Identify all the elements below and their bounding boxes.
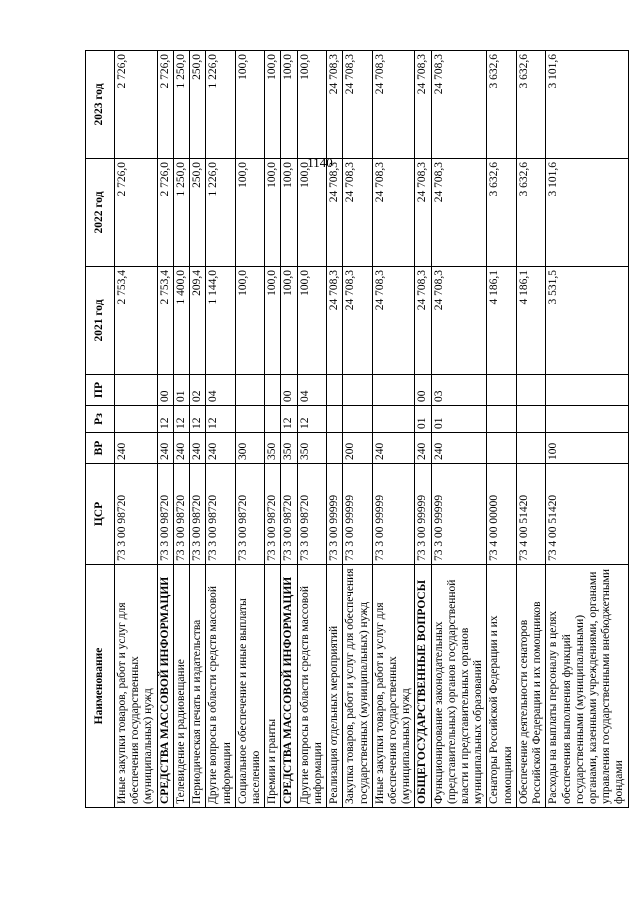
- cell-pr: [372, 375, 415, 406]
- table-row: [487, 51, 516, 808]
- header-pr: ПР: [86, 375, 115, 406]
- cell-name: Другие вопросы в области средств массовой информации: [206, 565, 235, 808]
- cell-rz: 01: [415, 406, 431, 433]
- cell-pr: 04: [206, 375, 235, 406]
- cell-rz: [235, 406, 264, 433]
- cell-2022: 2 726,0: [115, 159, 158, 267]
- cell-csr: 73 3 00 99999: [327, 464, 343, 565]
- cell-csr: 73 3 00 99999: [372, 464, 415, 565]
- cell-vr: 240: [190, 433, 206, 464]
- cell-csr: 73 4 00 00000: [487, 464, 516, 565]
- cell-2021: 24 708,3: [372, 267, 415, 375]
- cell-vr: 240: [372, 433, 415, 464]
- cell-csr: 73 4 00 51420: [546, 464, 628, 565]
- cell-2022: 24 708,3: [343, 159, 372, 267]
- cell-2021: 24 708,3: [327, 267, 343, 375]
- cell-vr: 240: [415, 433, 431, 464]
- cell-vr: [516, 433, 545, 464]
- cell-vr: 240: [206, 433, 235, 464]
- table-row: [190, 51, 206, 808]
- header-2023: 2023 год: [86, 51, 115, 159]
- cell-vr: 300: [235, 433, 264, 464]
- table-row: [431, 51, 487, 808]
- table-row: [516, 51, 545, 808]
- page-number: 1140: [307, 155, 333, 170]
- cell-2023: 100,0: [297, 51, 326, 159]
- header-csr: ЦСР: [86, 464, 115, 565]
- cell-vr: 100: [546, 433, 628, 464]
- cell-rz: 01: [431, 406, 487, 433]
- cell-rz: 12: [173, 406, 189, 433]
- cell-rz: 12: [157, 406, 173, 433]
- table-row: [173, 51, 189, 808]
- cell-vr: [487, 433, 516, 464]
- cell-2022: 2 726,0: [157, 159, 173, 267]
- cell-pr: [115, 375, 158, 406]
- table-row: [206, 51, 235, 808]
- cell-rz: [327, 406, 343, 433]
- cell-rz: [546, 406, 628, 433]
- header-2021: 2021 год: [86, 267, 115, 375]
- cell-2022: 250,0: [190, 159, 206, 267]
- cell-2021: 24 708,3: [343, 267, 372, 375]
- cell-rz: [516, 406, 545, 433]
- cell-pr: 04: [297, 375, 326, 406]
- cell-rz: [487, 406, 516, 433]
- cell-csr: 73 3 00 98720: [265, 464, 281, 565]
- cell-csr: 73 3 00 99999: [431, 464, 487, 565]
- cell-2022: 24 708,3: [431, 159, 487, 267]
- cell-csr: 73 3 00 98720: [281, 464, 297, 565]
- cell-vr: 350: [265, 433, 281, 464]
- table-row: [235, 51, 264, 808]
- cell-2023: 250,0: [190, 51, 206, 159]
- cell-2022: 100,0: [235, 159, 264, 267]
- table-rotation-frame: [85, 54, 626, 808]
- cell-vr: 350: [297, 433, 326, 464]
- cell-pr: 00: [157, 375, 173, 406]
- cell-vr: 240: [431, 433, 487, 464]
- cell-pr: [516, 375, 545, 406]
- cell-2023: 3 101,6: [546, 51, 628, 159]
- cell-name: Телевидение и радиовещание: [173, 565, 189, 808]
- cell-pr: [343, 375, 372, 406]
- table-row: [157, 51, 173, 808]
- cell-vr: 240: [157, 433, 173, 464]
- budget-table: [85, 50, 629, 808]
- cell-2022: 100,0: [265, 159, 281, 267]
- cell-2023: 3 632,6: [487, 51, 516, 159]
- cell-2021: 100,0: [235, 267, 264, 375]
- cell-pr: 01: [173, 375, 189, 406]
- cell-2023: 24 708,3: [372, 51, 415, 159]
- cell-pr: 00: [281, 375, 297, 406]
- cell-csr: 73 3 00 98720: [157, 464, 173, 565]
- cell-2023: 1 250,0: [173, 51, 189, 159]
- cell-2023: 1 226,0: [206, 51, 235, 159]
- table-row: [327, 51, 343, 808]
- header-2022: 2022 год: [86, 159, 115, 267]
- cell-2022: 3 632,6: [516, 159, 545, 267]
- cell-csr: 73 3 00 98720: [206, 464, 235, 565]
- cell-csr: 73 3 00 98720: [190, 464, 206, 565]
- cell-rz: [372, 406, 415, 433]
- cell-2022: 100,0: [297, 159, 326, 267]
- cell-2022: 1 250,0: [173, 159, 189, 267]
- cell-csr: 73 3 00 98720: [115, 464, 158, 565]
- cell-vr: 240: [173, 433, 189, 464]
- cell-2022: 1 226,0: [206, 159, 235, 267]
- cell-vr: [327, 433, 343, 464]
- cell-name: Закупка товаров, работ и услуг для обеспечения государственных (муниципальных) нужд: [343, 565, 372, 808]
- cell-2023: 2 726,0: [115, 51, 158, 159]
- cell-name: Премии и гранты: [265, 565, 281, 808]
- table-row: [372, 51, 415, 808]
- cell-name: СРЕДСТВА МАССОВОЙ ИНФОРМАЦИИ: [281, 565, 297, 808]
- header-vr: ВР: [86, 433, 115, 464]
- cell-2021: 2 753,4: [115, 267, 158, 375]
- table-row: [281, 51, 297, 808]
- cell-2023: 100,0: [281, 51, 297, 159]
- cell-csr: 73 3 00 98720: [297, 464, 326, 565]
- table-row: [115, 51, 158, 808]
- cell-name: Расходы на выплаты персоналу в целях обеспечения выполнения функций государственными (муниципальными) органами, казенными учреждениями, органами управления государственными внебюджетными фондами: [546, 565, 628, 808]
- cell-name: ОБЩЕГОСУДАРСТВЕННЫЕ ВОПРОСЫ: [415, 565, 431, 808]
- cell-2022: 24 708,3: [415, 159, 431, 267]
- table-header-row: [86, 51, 115, 808]
- cell-name: Функционирование законодательных (представительных) органов государственной власти и представительных органов муниципальных образований: [431, 565, 487, 808]
- cell-rz: 12: [297, 406, 326, 433]
- cell-name: Иные закупки товаров, работ и услуг для обеспечения государственных (муниципальных) нужд: [115, 565, 158, 808]
- cell-2021: 4 186,1: [487, 267, 516, 375]
- cell-2023: 100,0: [265, 51, 281, 159]
- cell-pr: [235, 375, 264, 406]
- cell-2023: 2 726,0: [157, 51, 173, 159]
- header-rz: Рз: [86, 406, 115, 433]
- cell-csr: 73 3 00 98720: [173, 464, 189, 565]
- cell-csr: 73 3 00 99999: [343, 464, 372, 565]
- cell-2021: 2 753,4: [157, 267, 173, 375]
- table-row: [415, 51, 431, 808]
- cell-2022: 3 101,6: [546, 159, 628, 267]
- cell-2023: 24 708,3: [415, 51, 431, 159]
- cell-name: Другие вопросы в области средств массовой информации: [297, 565, 326, 808]
- cell-2021: 100,0: [297, 267, 326, 375]
- cell-2021: 100,0: [265, 267, 281, 375]
- cell-2022: 24 708,3: [372, 159, 415, 267]
- cell-2022: 3 632,6: [487, 159, 516, 267]
- cell-rz: [265, 406, 281, 433]
- table-row: [546, 51, 628, 808]
- cell-name: Сенаторы Российской Федерации и их помощники: [487, 565, 516, 808]
- cell-pr: [487, 375, 516, 406]
- cell-rz: 12: [281, 406, 297, 433]
- header-name: Наименование: [86, 565, 115, 808]
- cell-pr: 03: [431, 375, 487, 406]
- cell-2021: 100,0: [281, 267, 297, 375]
- table-row: [265, 51, 281, 808]
- cell-2021: 209,4: [190, 267, 206, 375]
- cell-2023: 24 708,3: [343, 51, 372, 159]
- cell-2021: 4 186,1: [516, 267, 545, 375]
- cell-2021: 1 144,0: [206, 267, 235, 375]
- cell-2021: 24 708,3: [431, 267, 487, 375]
- cell-pr: [265, 375, 281, 406]
- cell-2023: 24 708,3: [431, 51, 487, 159]
- cell-pr: 00: [415, 375, 431, 406]
- cell-vr: 350: [281, 433, 297, 464]
- cell-2023: 24 708,3: [327, 51, 343, 159]
- cell-name: Реализация отдельных мероприятий: [327, 565, 343, 808]
- cell-name: Обеспечение деятельности сенаторов Российской Федерации и их помощников: [516, 565, 545, 808]
- table-row: [343, 51, 372, 808]
- cell-vr: 240: [115, 433, 158, 464]
- cell-csr: 73 3 00 98720: [235, 464, 264, 565]
- cell-name: Периодическая печать и издательства: [190, 565, 206, 808]
- cell-csr: 73 4 00 51420: [516, 464, 545, 565]
- cell-2023: 100,0: [235, 51, 264, 159]
- cell-2021: 1 400,0: [173, 267, 189, 375]
- cell-vr: 200: [343, 433, 372, 464]
- table-rotated-container: [85, 54, 626, 808]
- cell-2022: 24 708,3: [327, 159, 343, 267]
- cell-rz: 12: [190, 406, 206, 433]
- cell-name: Иные закупки товаров, работ и услуг для обеспечения государственных (муниципальных) нужд: [372, 565, 415, 808]
- cell-2021: 3 531,5: [546, 267, 628, 375]
- cell-pr: 02: [190, 375, 206, 406]
- cell-rz: 12: [206, 406, 235, 433]
- cell-2021: 24 708,3: [415, 267, 431, 375]
- cell-name: СРЕДСТВА МАССОВОЙ ИНФОРМАЦИИ: [157, 565, 173, 808]
- cell-2022: 100,0: [281, 159, 297, 267]
- cell-csr: 73 3 00 99999: [415, 464, 431, 565]
- table-row: [297, 51, 326, 808]
- cell-pr: [546, 375, 628, 406]
- cell-2023: 3 632,6: [516, 51, 545, 159]
- cell-rz: [343, 406, 372, 433]
- cell-pr: [327, 375, 343, 406]
- cell-rz: [115, 406, 158, 433]
- cell-name: Социальное обеспечение и иные выплаты населению: [235, 565, 264, 808]
